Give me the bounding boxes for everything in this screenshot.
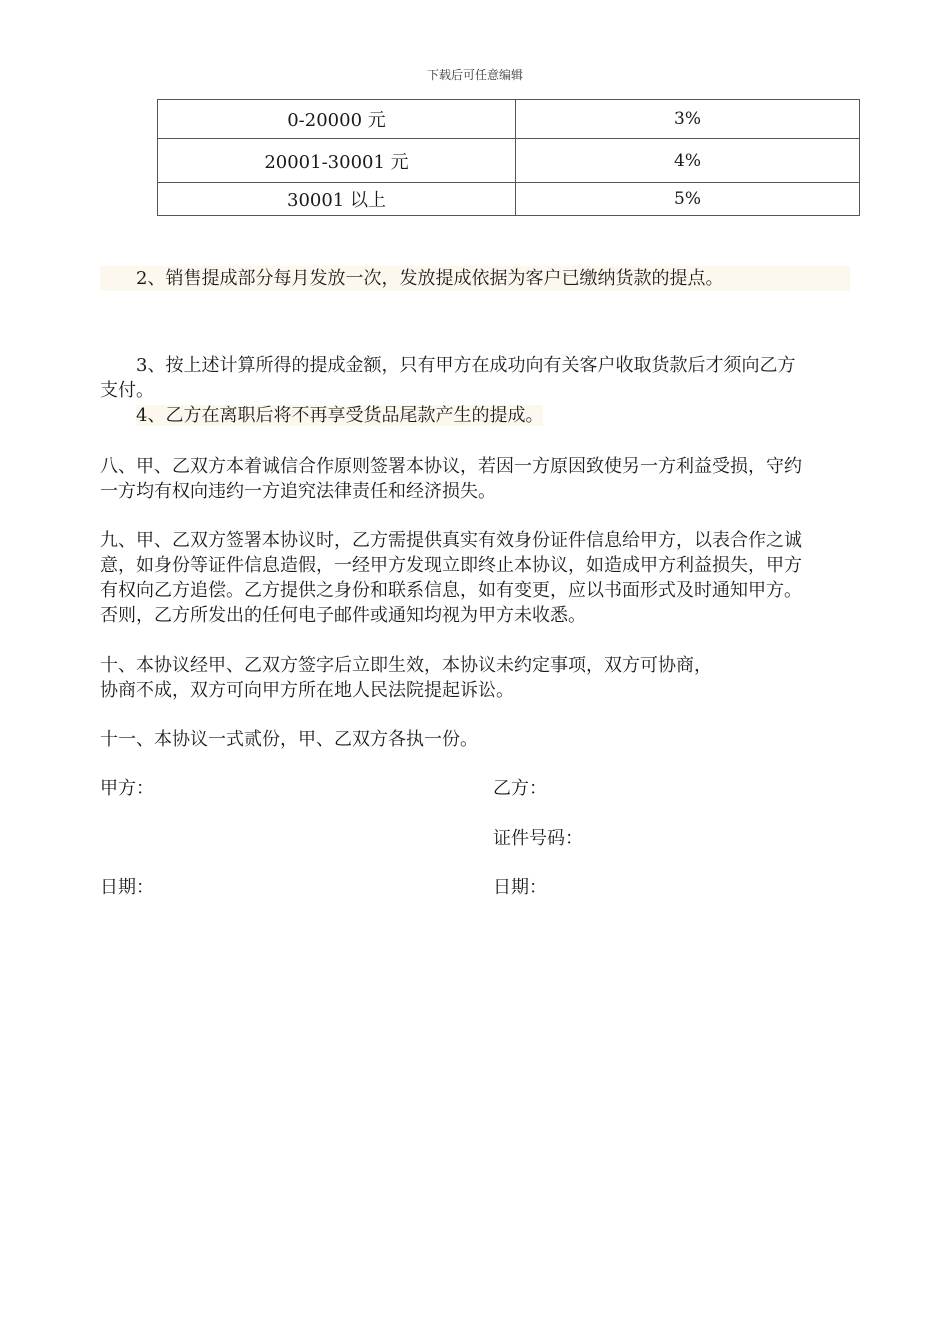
clause-eight — [100, 454, 852, 504]
range-cell: 20001-30001 元 — [158, 139, 516, 183]
clause-item-4 — [100, 403, 852, 428]
clause-item-3 — [100, 353, 852, 403]
clause-text: 十一、本协议一式贰份，甲、乙双方各执一份。 — [100, 729, 478, 750]
table-row — [158, 100, 860, 139]
commission-rate-table — [157, 99, 860, 216]
clause-text: 八、甲、乙双方本着诚信合作原则签署本协议，若因一方原因致使另一方利益受损，守约 — [100, 456, 802, 477]
clause-item-2 — [100, 266, 850, 291]
range-cell: 0-20000 元 — [158, 100, 516, 139]
clause-nine — [100, 528, 852, 628]
clause-text: 4、乙方在离职后将不再享受货品尾款产生的提成。 — [136, 405, 544, 426]
clause-text: 支付。 — [100, 380, 154, 401]
page-header-note: 下载后可任意编辑 — [426, 68, 523, 82]
clause-eleven — [100, 727, 852, 752]
clause-text: 十、本协议经甲、乙双方签字后立即生效，本协议未约定事项，双方可协商， — [100, 655, 712, 676]
id-number-label: 证件号码： — [493, 828, 583, 849]
rate-cell: 3% — [516, 100, 860, 139]
range-cell: 30001 以上 — [158, 183, 516, 216]
rate-cell: 5% — [516, 183, 860, 216]
clause-text: 协商不成，双方可向甲方所在地人民法院提起诉讼。 — [100, 680, 514, 701]
party-b-label: 乙方： — [493, 778, 547, 799]
clause-text: 2、销售提成部分每月发放一次，发放提成依据为客户已缴纳货款的提点。 — [136, 268, 724, 289]
party-a-label: 甲方： — [100, 778, 154, 799]
party-b-date-label: 日期： — [493, 877, 547, 898]
rate-cell: 4% — [516, 139, 860, 183]
clause-text: 有权向乙方追偿。乙方提供之身份和联系信息，如有变更，应以书面形式及时通知甲方。 — [100, 580, 802, 601]
table-row — [158, 183, 860, 216]
party-a-date-label: 日期： — [100, 877, 154, 898]
clause-text: 一方均有权向违约一方追究法律责任和经济损失。 — [100, 481, 496, 502]
table-row — [158, 139, 860, 183]
clause-text: 九、甲、乙双方签署本协议时，乙方需提供真实有效身份证件信息给甲方，以表合作之诚 — [100, 530, 802, 551]
clause-ten — [100, 653, 852, 703]
clause-text: 3、按上述计算所得的提成金额，只有甲方在成功向有关客户收取货款后才须向乙方 — [136, 355, 796, 376]
clause-text: 意，如身份等证件信息造假，一经甲方发现立即终止本协议，如造成甲方利益损失，甲方 — [100, 555, 802, 576]
clause-text: 否则，乙方所发出的任何电子邮件或通知均视为甲方未收悉。 — [100, 605, 586, 626]
